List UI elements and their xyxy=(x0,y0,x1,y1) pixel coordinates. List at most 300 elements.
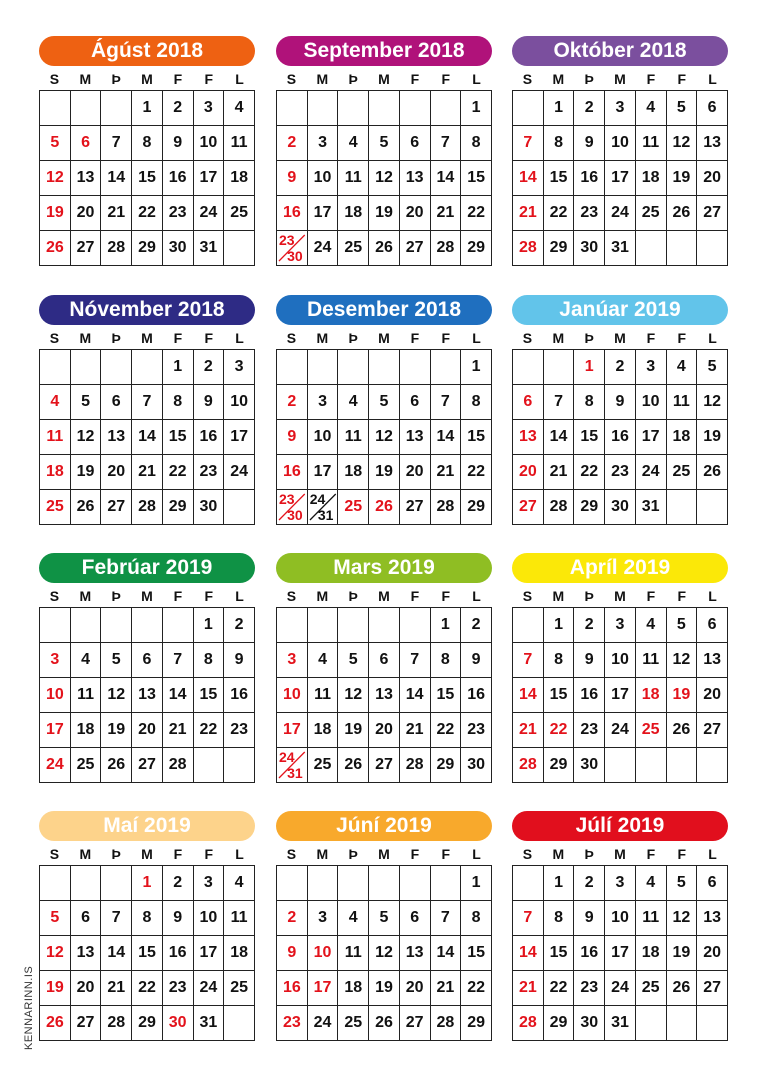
week-row xyxy=(277,936,492,971)
week-row xyxy=(40,490,255,525)
day-cell: 4 xyxy=(666,350,697,385)
day-cell xyxy=(338,91,369,126)
week-row xyxy=(40,608,255,643)
day-cell: 10 xyxy=(307,936,338,971)
day-cell: 2 xyxy=(574,91,605,126)
weekday-header xyxy=(276,327,492,349)
day-cell: 20 xyxy=(697,936,728,971)
day-cell xyxy=(277,490,308,525)
day-cell: 25 xyxy=(338,231,369,266)
day-cell: 19 xyxy=(666,161,697,196)
day-cell: 7 xyxy=(513,643,544,678)
day-cell: 6 xyxy=(697,91,728,126)
weekday-label: M xyxy=(614,588,626,604)
weekday-label: L xyxy=(472,330,481,346)
day-cell: 19 xyxy=(369,196,400,231)
day-cell: 5 xyxy=(101,643,132,678)
day-cell: 21 xyxy=(162,713,193,748)
day-cell: 3 xyxy=(224,350,255,385)
day-cell: 2 xyxy=(162,91,193,126)
week-row xyxy=(277,455,492,490)
day-cell: 29 xyxy=(461,490,492,525)
day-cell: 11 xyxy=(635,643,666,678)
day-cell: 25 xyxy=(338,1006,369,1041)
day-cell: 3 xyxy=(605,91,636,126)
day-cell: 26 xyxy=(666,713,697,748)
day-cell: 27 xyxy=(697,196,728,231)
month-block xyxy=(39,36,255,266)
day-cell: 16 xyxy=(461,678,492,713)
day-cell: 11 xyxy=(224,126,255,161)
weekday-label: M xyxy=(552,330,565,346)
day-cell: 6 xyxy=(132,643,163,678)
day-cell: 23 xyxy=(162,196,193,231)
day-cell: 17 xyxy=(307,455,338,490)
week-row xyxy=(513,196,728,231)
day-cell: 12 xyxy=(697,385,728,420)
week-row xyxy=(513,455,728,490)
day-cell: 10 xyxy=(193,126,224,161)
weekday-label: L xyxy=(472,71,481,87)
day-cell xyxy=(70,866,101,901)
weekday-label: F xyxy=(173,588,183,604)
day-cell: 8 xyxy=(132,901,163,936)
weekday-header xyxy=(512,68,728,90)
weekday-label: F xyxy=(677,846,686,862)
day-cell: 13 xyxy=(697,643,728,678)
day-cell: 28 xyxy=(513,748,544,783)
day-cell: 28 xyxy=(430,231,461,266)
day-cell: 15 xyxy=(162,420,193,455)
day-cell: 13 xyxy=(369,678,400,713)
day-cell: 16 xyxy=(574,936,605,971)
day-cell: 26 xyxy=(338,748,369,783)
day-cell: 4 xyxy=(338,385,369,420)
day-cell: 6 xyxy=(513,385,544,420)
weekday-label: Þ xyxy=(111,846,121,862)
day-cell: 22 xyxy=(543,971,574,1006)
day-cell: 29 xyxy=(461,1006,492,1041)
day-cell xyxy=(277,866,308,901)
day-cell: 4 xyxy=(224,91,255,126)
day-cell: 22 xyxy=(430,713,461,748)
weekday-label: M xyxy=(614,330,626,346)
weekday-header xyxy=(276,843,492,865)
day-cell xyxy=(40,866,71,901)
split-day-first: 23 xyxy=(279,232,295,248)
day-cell: 15 xyxy=(430,678,461,713)
day-cell: 10 xyxy=(605,126,636,161)
day-cell: 3 xyxy=(307,385,338,420)
watermark: KENNARINN.IS xyxy=(23,965,35,1050)
weekday-label: L xyxy=(708,330,717,346)
day-cell xyxy=(277,231,308,266)
day-cell: 28 xyxy=(101,1006,132,1041)
day-cell: 26 xyxy=(666,196,697,231)
day-cell: 7 xyxy=(543,385,574,420)
day-cell: 30 xyxy=(162,231,193,266)
day-cell xyxy=(369,608,400,643)
day-cell xyxy=(70,91,101,126)
day-cell: 28 xyxy=(513,231,544,266)
day-cell: 12 xyxy=(369,420,400,455)
day-cell: 28 xyxy=(132,490,163,525)
day-cell: 1 xyxy=(461,91,492,126)
weekday-label: M xyxy=(378,846,390,862)
week-row xyxy=(40,971,255,1006)
week-row xyxy=(513,971,728,1006)
weekday-label: S xyxy=(49,846,60,862)
day-cell: 13 xyxy=(399,161,430,196)
day-cell xyxy=(513,866,544,901)
day-cell: 29 xyxy=(132,231,163,266)
day-cell xyxy=(635,231,666,266)
day-cell: 28 xyxy=(543,490,574,525)
weekday-label: F xyxy=(204,71,213,87)
week-row xyxy=(513,161,728,196)
day-cell: 30 xyxy=(574,748,605,783)
day-cell: 17 xyxy=(307,971,338,1006)
day-cell: 1 xyxy=(461,350,492,385)
day-cell xyxy=(132,608,163,643)
day-cell: 11 xyxy=(666,385,697,420)
day-cell: 10 xyxy=(307,161,338,196)
day-cell: 10 xyxy=(277,678,308,713)
day-cell: 5 xyxy=(70,385,101,420)
day-cell: 20 xyxy=(399,971,430,1006)
day-cell: 31 xyxy=(605,1006,636,1041)
day-cell xyxy=(307,91,338,126)
day-cell: 5 xyxy=(369,385,400,420)
month-block xyxy=(512,811,728,1041)
day-cell: 2 xyxy=(605,350,636,385)
weekday-label: L xyxy=(235,588,244,604)
day-cell xyxy=(399,350,430,385)
day-cell: 18 xyxy=(635,936,666,971)
split-day-first: 24 xyxy=(279,749,295,765)
day-cell: 31 xyxy=(635,490,666,525)
week-row xyxy=(277,385,492,420)
day-cell: 23 xyxy=(193,455,224,490)
day-cell: 27 xyxy=(132,748,163,783)
week-row xyxy=(277,713,492,748)
day-cell: 1 xyxy=(543,608,574,643)
day-cell: 21 xyxy=(513,713,544,748)
month-block xyxy=(276,811,492,1041)
day-cell: 8 xyxy=(543,901,574,936)
day-cell: 15 xyxy=(132,161,163,196)
day-cell: 3 xyxy=(193,866,224,901)
day-cell: 4 xyxy=(635,91,666,126)
day-cell: 11 xyxy=(307,678,338,713)
weekday-header xyxy=(276,585,492,607)
day-cell: 18 xyxy=(338,971,369,1006)
day-cell: 9 xyxy=(277,936,308,971)
day-cell: 31 xyxy=(193,231,224,266)
day-cell: 23 xyxy=(605,455,636,490)
day-cell: 20 xyxy=(399,455,430,490)
month-days-table xyxy=(39,607,255,783)
weekday-label: F xyxy=(173,330,183,346)
month-days-table xyxy=(39,349,255,525)
weekday-label: Þ xyxy=(584,846,594,862)
day-cell: 4 xyxy=(635,866,666,901)
weekday-label: S xyxy=(49,71,60,87)
day-cell: 7 xyxy=(132,385,163,420)
day-cell: 14 xyxy=(430,936,461,971)
day-cell: 7 xyxy=(430,126,461,161)
week-row xyxy=(40,385,255,420)
day-cell: 12 xyxy=(369,161,400,196)
weekday-header xyxy=(39,843,255,865)
weekday-label: L xyxy=(708,846,717,862)
weekday-label: M xyxy=(79,71,92,87)
day-cell: 22 xyxy=(132,971,163,1006)
day-cell: 18 xyxy=(224,936,255,971)
weekday-label: S xyxy=(286,71,297,87)
day-cell: 4 xyxy=(307,643,338,678)
day-cell: 13 xyxy=(70,161,101,196)
weekday-label: F xyxy=(204,588,213,604)
day-cell: 17 xyxy=(40,713,71,748)
day-cell: 9 xyxy=(574,643,605,678)
day-cell: 15 xyxy=(574,420,605,455)
day-cell: 27 xyxy=(101,490,132,525)
day-cell: 23 xyxy=(224,713,255,748)
month-days-table xyxy=(512,865,728,1041)
day-cell xyxy=(70,350,101,385)
day-cell: 8 xyxy=(461,901,492,936)
week-row xyxy=(277,608,492,643)
day-cell: 20 xyxy=(697,161,728,196)
day-cell: 3 xyxy=(277,643,308,678)
day-cell xyxy=(40,91,71,126)
weekday-label: Þ xyxy=(348,330,358,346)
month-title: Maí 2019 xyxy=(39,811,255,841)
week-row xyxy=(40,748,255,783)
day-cell: 17 xyxy=(224,420,255,455)
weekday-label: S xyxy=(49,330,60,346)
day-cell: 25 xyxy=(635,971,666,1006)
day-cell: 16 xyxy=(162,161,193,196)
month-title: Júlí 2019 xyxy=(512,811,728,841)
day-cell: 15 xyxy=(543,678,574,713)
week-row xyxy=(513,91,728,126)
day-cell xyxy=(697,748,728,783)
month-days-table xyxy=(39,90,255,266)
day-cell: 10 xyxy=(40,678,71,713)
day-cell: 29 xyxy=(543,748,574,783)
day-cell: 29 xyxy=(430,748,461,783)
day-cell: 16 xyxy=(574,161,605,196)
month-days-table xyxy=(276,607,492,783)
day-cell: 2 xyxy=(162,866,193,901)
weekday-label: L xyxy=(472,588,481,604)
week-row xyxy=(513,936,728,971)
day-cell: 30 xyxy=(574,231,605,266)
week-row xyxy=(513,231,728,266)
day-cell: 13 xyxy=(132,678,163,713)
day-cell: 27 xyxy=(399,490,430,525)
day-cell: 24 xyxy=(40,748,71,783)
day-cell: 18 xyxy=(635,161,666,196)
day-cell: 2 xyxy=(574,866,605,901)
week-row xyxy=(277,866,492,901)
day-cell xyxy=(697,1006,728,1041)
day-cell xyxy=(430,350,461,385)
weekday-label: S xyxy=(49,588,60,604)
day-cell: 27 xyxy=(70,1006,101,1041)
week-row xyxy=(277,91,492,126)
day-cell: 7 xyxy=(430,901,461,936)
day-cell: 20 xyxy=(399,196,430,231)
weekday-label: Þ xyxy=(348,846,358,862)
day-cell: 1 xyxy=(430,608,461,643)
day-cell: 19 xyxy=(666,678,697,713)
weekday-label: M xyxy=(316,330,329,346)
day-cell: 26 xyxy=(40,231,71,266)
day-cell: 29 xyxy=(543,231,574,266)
day-cell: 8 xyxy=(461,126,492,161)
day-cell: 1 xyxy=(132,91,163,126)
day-cell: 15 xyxy=(461,936,492,971)
day-cell: 20 xyxy=(697,678,728,713)
month-days-table xyxy=(39,865,255,1041)
day-cell: 7 xyxy=(162,643,193,678)
day-cell: 3 xyxy=(193,91,224,126)
weekday-label: M xyxy=(79,588,92,604)
weekday-label: M xyxy=(141,71,153,87)
weekday-label: M xyxy=(552,588,565,604)
day-cell xyxy=(543,350,574,385)
day-cell: 11 xyxy=(635,901,666,936)
day-cell: 27 xyxy=(697,713,728,748)
day-cell: 14 xyxy=(430,420,461,455)
day-cell: 9 xyxy=(277,161,308,196)
day-cell xyxy=(277,350,308,385)
day-cell: 9 xyxy=(224,643,255,678)
split-day-second: 31 xyxy=(287,765,303,781)
month-title: Nóvember 2018 xyxy=(39,295,255,325)
day-cell: 24 xyxy=(193,971,224,1006)
weekday-label: F xyxy=(677,588,686,604)
day-cell: 19 xyxy=(40,196,71,231)
day-cell: 6 xyxy=(101,385,132,420)
week-row xyxy=(40,161,255,196)
day-cell: 23 xyxy=(162,971,193,1006)
day-cell: 18 xyxy=(40,455,71,490)
day-cell: 7 xyxy=(101,126,132,161)
weekday-label: F xyxy=(173,846,183,862)
day-cell: 10 xyxy=(224,385,255,420)
day-cell xyxy=(224,1006,255,1041)
week-row xyxy=(277,971,492,1006)
day-cell: 6 xyxy=(399,126,430,161)
day-cell: 9 xyxy=(461,643,492,678)
day-cell: 2 xyxy=(461,608,492,643)
day-cell: 23 xyxy=(574,713,605,748)
day-cell xyxy=(338,866,369,901)
day-cell: 21 xyxy=(430,196,461,231)
day-cell: 26 xyxy=(666,971,697,1006)
day-cell xyxy=(307,608,338,643)
day-cell: 14 xyxy=(399,678,430,713)
weekday-label: M xyxy=(378,330,390,346)
weekday-label: F xyxy=(410,588,420,604)
weekday-label: M xyxy=(316,71,329,87)
month-block xyxy=(512,295,728,525)
day-cell xyxy=(369,91,400,126)
week-row xyxy=(277,231,492,266)
day-cell: 20 xyxy=(369,713,400,748)
weekday-header xyxy=(39,327,255,349)
day-cell: 13 xyxy=(513,420,544,455)
week-row xyxy=(277,1006,492,1041)
day-cell xyxy=(101,350,132,385)
day-cell: 19 xyxy=(338,713,369,748)
weekday-label: M xyxy=(316,846,329,862)
day-cell: 28 xyxy=(513,1006,544,1041)
split-day xyxy=(277,490,307,524)
week-row xyxy=(513,490,728,525)
month-title: Mars 2019 xyxy=(276,553,492,583)
day-cell: 22 xyxy=(132,196,163,231)
weekday-label: M xyxy=(614,846,626,862)
day-cell: 29 xyxy=(574,490,605,525)
day-cell: 20 xyxy=(132,713,163,748)
day-cell: 4 xyxy=(70,643,101,678)
month-block xyxy=(39,811,255,1041)
week-row xyxy=(277,420,492,455)
day-cell: 21 xyxy=(543,455,574,490)
week-row xyxy=(40,713,255,748)
day-cell: 5 xyxy=(666,91,697,126)
weekday-label: M xyxy=(79,330,92,346)
week-row xyxy=(40,350,255,385)
month-block xyxy=(276,553,492,783)
month-days-table xyxy=(512,90,728,266)
week-row xyxy=(40,196,255,231)
weekday-label: F xyxy=(677,330,686,346)
day-cell: 25 xyxy=(307,748,338,783)
day-cell: 6 xyxy=(70,901,101,936)
day-cell: 29 xyxy=(543,1006,574,1041)
day-cell: 22 xyxy=(461,196,492,231)
day-cell xyxy=(635,1006,666,1041)
weekday-label: S xyxy=(522,588,533,604)
day-cell xyxy=(224,490,255,525)
weekday-header xyxy=(512,585,728,607)
day-cell: 10 xyxy=(635,385,666,420)
weekday-label: L xyxy=(708,588,717,604)
day-cell xyxy=(338,350,369,385)
day-cell: 14 xyxy=(132,420,163,455)
weekday-label: M xyxy=(552,846,565,862)
month-block xyxy=(39,553,255,783)
day-cell: 11 xyxy=(224,901,255,936)
day-cell: 30 xyxy=(193,490,224,525)
day-cell: 16 xyxy=(224,678,255,713)
day-cell: 15 xyxy=(543,936,574,971)
weekday-label: M xyxy=(552,71,565,87)
month-title: Desember 2018 xyxy=(276,295,492,325)
day-cell xyxy=(277,608,308,643)
day-cell: 28 xyxy=(101,231,132,266)
day-cell xyxy=(338,608,369,643)
day-cell xyxy=(697,231,728,266)
weekday-label: F xyxy=(441,330,450,346)
day-cell xyxy=(224,231,255,266)
